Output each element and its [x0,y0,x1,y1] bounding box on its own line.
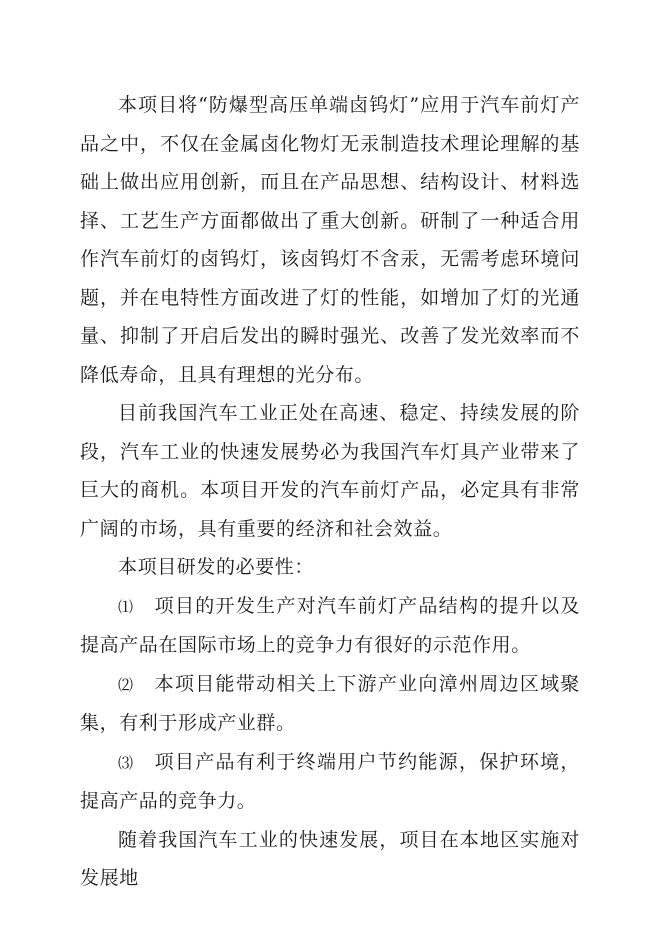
item-text: 本项目能带动相关上下游产业向漳州周边区域聚集，有利于形成产业群。 [80,672,580,734]
item-text: 项目产品有利于终端用户节约能源，保护环境，提高产品的竞争力。 [80,750,580,812]
item-number: ⑶ [118,753,134,772]
document-body [80,86,580,898]
item-number: ⑵ [118,675,134,694]
item-text: 项目的开发生产对汽车前灯产品结构的提升以及提高产品在国际市场上的竞争力有很好的示范作用。 [80,594,580,656]
intro-paragraph: 本项目将“防爆型高压单端卤钨灯”应用于汽车前灯产品之中，不仅在金属卤化物灯无汞制造技术理论理解的基础上做出应用创新，而且在产品思想、结构设计、材料选择、工艺生产方面都做出了重大创新。研制了一种适合用作汽车前灯的卤钨灯，该卤钨灯不含汞，无需考虑环境问题，并在电特性方面改进了灯的性能，如增加了灯的光通量、抑制了开启后发出的瞬时强光、改善了发光效率而不降低寿命，且具有理想的光分布。 [80,94,580,386]
necessity-item-1 [80,587,580,665]
necessity-heading: 本项目研发的必要性： [118,556,315,578]
necessity-item-2 [80,665,580,743]
item-number: ⑴ [118,597,134,616]
closing-paragraph: 随着我国汽车工业的快速发展，项目在本地区实施对发展地 [80,828,580,889]
market-paragraph: 目前我国汽车工业正处在高速、稳定、持续发展的阶段，汽车工业的快速发展势必为我国汽车灯具产业带来了巨大的商机。本项目开发的汽车前灯产品，必定具有非常广阔的市场，具有重要的经济和社会效益。 [80,402,580,540]
necessity-item-3 [80,743,580,821]
